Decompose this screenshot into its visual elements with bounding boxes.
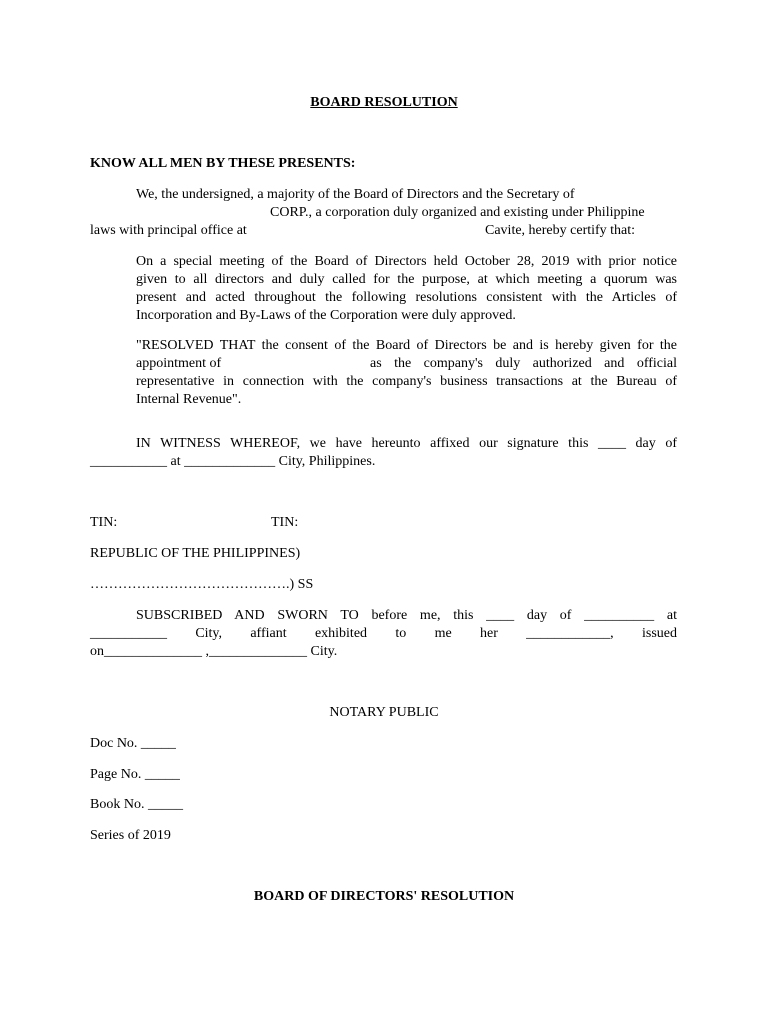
footer-title: BOARD OF DIRECTORS' RESOLUTION [253, 889, 515, 904]
notary-public-label: NOTARY PUBLIC [329, 705, 439, 720]
book-no-field: Book No. _____ [90, 797, 183, 812]
sworn-line-1: SUBSCRIBED AND SWORN TO before me, this ____ day of __________ at [136, 608, 677, 623]
republic-line: REPUBLIC OF THE PHILIPPINES) [90, 546, 301, 561]
intro-line-3a: laws with principal office at [90, 223, 247, 238]
witness-line-1: IN WITNESS WHEREOF, we have hereunto affixed our signature this ____ day of [136, 436, 677, 451]
ss-line: …………………………………….) SS [90, 577, 314, 592]
tin-left-label: TIN: [90, 515, 118, 530]
opening-heading: KNOW ALL MEN BY THESE PRESENTS: [90, 156, 356, 171]
resolved-line-4: Internal Revenue". [136, 392, 242, 407]
page-no-field: Page No. _____ [90, 767, 180, 782]
meeting-line-4: Incorporation and By-Laws of the Corporation were duly approved. [136, 308, 516, 323]
resolved-line-1: "RESOLVED THAT the consent of the Board of Directors be and is hereby given for the [136, 338, 677, 353]
witness-line-2: ___________ at _____________ City, Philippines. [90, 454, 376, 469]
sworn-line-3: on______________ ,______________ City. [90, 644, 338, 659]
meeting-line-3: present and acted throughout the following resolutions consistent with the Articles of [136, 290, 677, 305]
intro-line-3b: Cavite, hereby certify that: [485, 223, 636, 238]
series-field: Series of 2019 [90, 828, 171, 843]
document-title: BOARD RESOLUTION [310, 95, 458, 110]
tin-right-label: TIN: [271, 515, 299, 530]
intro-line-2: CORP., a corporation duly organized and existing under Philippine [270, 205, 645, 220]
resolved-line-2b: as the company's duly authorized and official [370, 356, 677, 371]
resolved-line-2a: appointment of [136, 356, 222, 371]
intro-line-1: We, the undersigned, a majority of the Board of Directors and the Secretary of [136, 187, 575, 202]
meeting-line-1: On a special meeting of the Board of Directors held October 28, 2019 with prior notice [136, 254, 677, 269]
doc-no-field: Doc No. _____ [90, 736, 176, 751]
resolved-line-3: representative in connection with the company's business transactions at the Bureau of [136, 374, 677, 389]
meeting-line-2: given to all directors and duly called for the purpose, at which meeting a quorum was [136, 272, 677, 287]
sworn-line-2: ___________ City, affiant exhibited to me her ____________, issued [90, 626, 677, 641]
